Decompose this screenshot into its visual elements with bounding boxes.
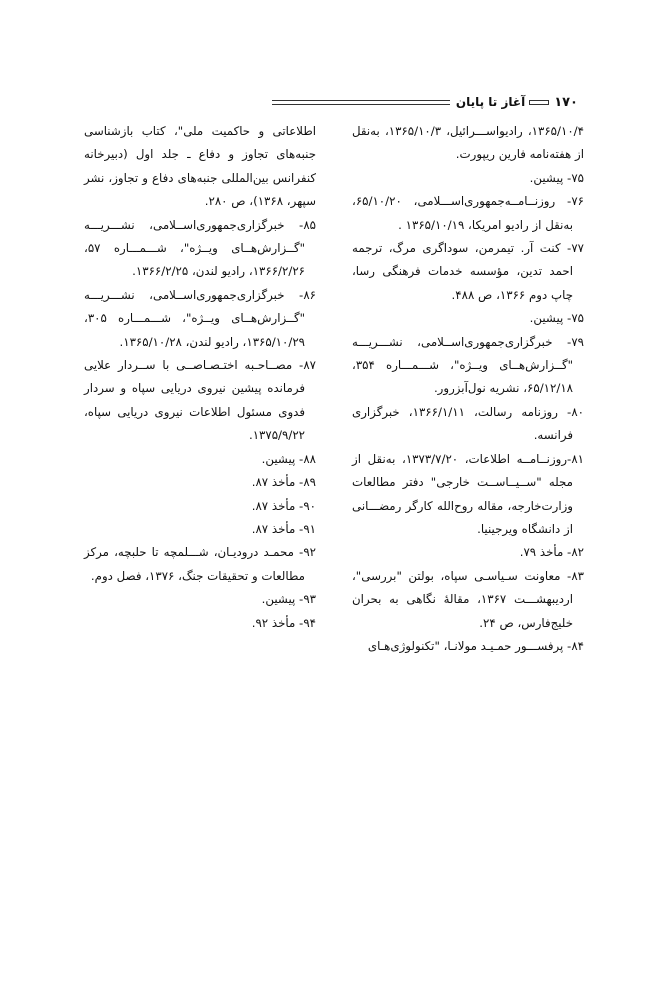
endnote-83: ۸۳- معاونت سـیاسـی سپاه، بولتن "بررسی"، اردیبهشـــت ۱۳۶۷، مقالهٔ نگاهی به بحران خلیج‌فارس، ص ۲۴. (352, 568, 584, 630)
endnote-90: ۹۰- مأخذ ۸۷. (251, 498, 316, 513)
endnote-75: ۷۵- پیشین. (529, 170, 584, 185)
endnote-89: ۸۹- مأخذ ۸۷. (251, 475, 316, 490)
endnote-82: ۸۲- مأخذ ۷۹. (519, 545, 584, 560)
endnote-84: ۸۴- پرفســـور حمـیـد مولانـا، "تکنولوژی‌هـای (367, 638, 584, 653)
endnote-74-continued: ۱۳۶۵/۱۰/۴، رادیواســـرائیل، ۱۳۶۵/۱۰/۳، به‌نقل از هفته‌نامه فارین ریپورت. (352, 124, 584, 162)
running-title: آغاز تا پایان (455, 95, 526, 109)
endnote-94: ۹۴- مأخذ ۹۲. (251, 615, 316, 630)
page-header (272, 92, 578, 112)
endnote-86: ۸۶- خبرگزاری‌جمهوری‌اســلامی، نشـــریـــه "گــزارش‌هــای ویــژه"، شـــمـــاره ۳۰۵، ۱۳۶۵/۱۰/۲۹، رادیو لندن، ۱۳۶۵/۱۰/۲۸. (84, 287, 316, 349)
page-number: ۱۷۰ (554, 94, 578, 110)
header-rule (272, 100, 450, 105)
endnote-87: ۸۷- مصــاحـبه اختـصـاصــی با ســردار علایی فرمانده پیشین نیروی دریایی سپاه و سردار فدوی مسئول اطلاعات نیروی دریایی سپاه، ۱۳۷۵/۹/۲۲. (84, 358, 316, 443)
endnote-92: ۹۲- محمـد درودیـان، شـــلمچه تا حلبچه، مرکز مطالعات و تحقیقات جنگ، ۱۳۷۶، فصل دوم. (84, 545, 316, 583)
endnote-85: ۸۵- خبرگزاری‌جمهوری‌اســلامی، نشـــریـــه "گــزارش‌هــای ویــژه"، شـــمـــاره ۵۷، ۱۳۶۶/۲/۲۶، رادیو لندن، ۱۳۶۶/۲/۲۵. (84, 217, 316, 279)
endnote-81: ۸۱-روزنــامــه اطلاعات، ۱۳۷۳/۷/۲۰، به‌نقل از مجله "ســیــاســت خارجی" دفتر مطالعات وزارت‌خارجه، مقاله روح‌الله کارگر رمضـــانی از دانشگاه ویرجینیا. (352, 451, 584, 536)
endnote-93: ۹۳- پیشین. (261, 592, 316, 607)
endnotes-left-column (84, 120, 316, 635)
header-dash-ornament (529, 100, 549, 105)
endnote-91: ۹۱- مأخذ ۸۷. (251, 521, 316, 536)
endnote-80: ۸۰- روزنامه رسالت، ۱۳۶۶/۱/۱۱، خبرگزاری فرانسه. (352, 404, 584, 443)
endnote-79: ۷۹- خبرگزاری‌جمهوری‌اســلامی، نشـــریـــه "گــزارش‌هــای ویــژه"، شـــمـــاره ۳۵۴، ۶۵/۱۲/۱۸، نشریه نول‌آبزرور. (352, 334, 584, 396)
endnote-76: ۷۶- روزنــامــه‌جمهوری‌اســـلامی، ۶۵/۱۰/۲۰، به‌نقل از رادیو امریکا، ۱۳۶۵/۱۰/۱۹ . (352, 194, 584, 232)
endnote-84-continued: اطلاعاتی و حاکمیت ملی"، کتاب بازشناسی جنبه‌های تجاوز و دفاع ـ جلد اول (دبیرخانه کنفرانس بین‌المللی جنبه‌های دفاع و تجاوز، نشر سپهر، ۱۳۶۸)، ص ۲۸۰. (84, 124, 316, 209)
endnote-78: ۷۵- پیشین. (529, 311, 584, 326)
endnote-77: ۷۷- کنت آر. تیمرمن، سوداگری مرگ، ترجمه احمد تدین، مؤسسه خدمات فرهنگی رسا، چاپ دوم ۱۳۶۶، ص ۴۸۸. (352, 241, 584, 302)
endnote-88: ۸۸- پیشین. (261, 451, 316, 466)
endnotes-right-column (352, 120, 584, 658)
